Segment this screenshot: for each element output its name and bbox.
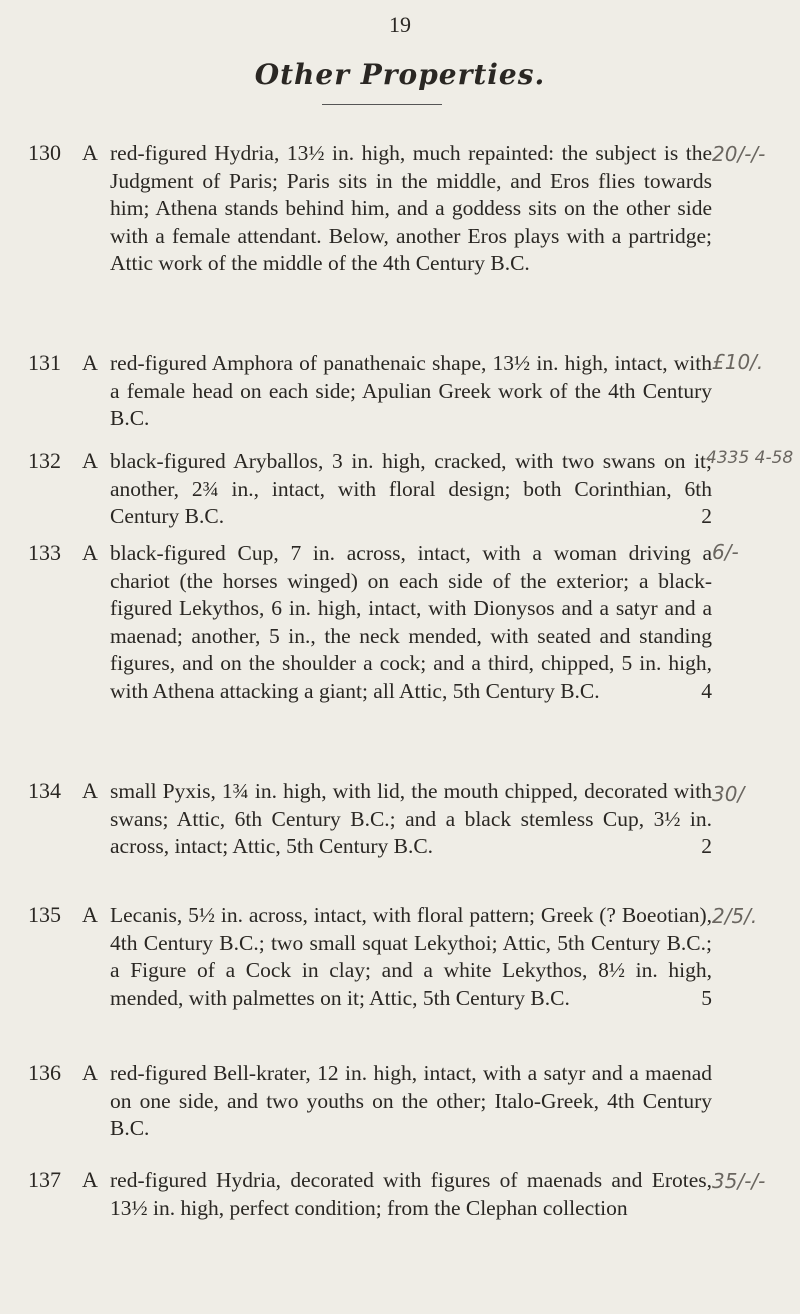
lot-description: red-figured Amphora of panathenaic shape, 13½ in. high, intact, with a female head on each side; Apulian Greek work of the 4th Century B.C. <box>110 351 712 431</box>
lot-quantity: 5 <box>701 985 712 1010</box>
handwritten-price: 2/5/. <box>712 904 758 928</box>
lot-description: red-figured Bell-krater, 12 in. high, intact, with a satyr and a maenad on one side, and two youths on the other; Italo-Greek, 4th Century B.C. <box>110 1061 712 1141</box>
lot-quantity: 2 <box>701 834 712 859</box>
section-title: Other Properties. <box>254 58 546 91</box>
lot-quantity: 4 <box>701 678 712 703</box>
lot-description: black-figured Cup, 7 in. across, intact, with a woman driving a chariot (the horses winged) on each side of the exterior; a black-figured Lekythos, 6 in. high, intact, with Dionysos and a satyr and a maenad; another, 5 in., the neck mended, with seated and standing figures, and on the shoulder a cock; and a third, chipped, 5 in. high, with Athena attacking a giant; all Attic, 5th Century B.C. 4 <box>110 540 712 706</box>
page-number: 19 <box>389 12 411 37</box>
lot-number: 130 <box>28 140 61 165</box>
lot-description: red-figured Hydria, 13½ in. high, much repainted: the subject is the Judgment of Paris; Paris sits in the middle, and Eros flies towards him; Athena stands behind him, and a goddess sits on the other side with a female attendant. Below, another Eros plays with a partridge; Attic work of the middle of the 4th Century B.C. <box>110 141 712 276</box>
handwritten-price: 35/-/- <box>712 1169 766 1193</box>
lot-number: 131 <box>28 350 61 375</box>
lot-article: A <box>82 140 98 165</box>
lot-article: A <box>82 1060 98 1085</box>
lot-article: A <box>82 778 98 803</box>
handwritten-price: 6/- <box>712 540 739 564</box>
lot-number: 132 <box>28 448 61 473</box>
lot-number: 136 <box>28 1060 61 1085</box>
handwritten-price: £10/. <box>712 350 764 374</box>
lot-article: A <box>82 902 98 927</box>
handwritten-price: 4335 4-58 <box>706 448 794 468</box>
lot-article: A <box>82 540 98 565</box>
lot-number: 135 <box>28 902 61 927</box>
lot-number: 134 <box>28 778 61 803</box>
handwritten-price: 20/-/- <box>712 142 766 166</box>
lot-number: 137 <box>28 1167 61 1192</box>
lot-article: A <box>82 448 98 473</box>
lot-number: 133 <box>28 540 61 565</box>
title-rule <box>322 104 442 105</box>
lot-description: Lecanis, 5½ in. across, intact, with floral pattern; Greek (? Boeotian), 4th Century B.C.; two small squat Lekythoi; Attic, 5th Century B.C.; a Figure of a Cock in clay; and a white Lekythos, 8½ in. high, mended, with palmettes on it; Attic, 5th Century B.C. 5 <box>110 902 712 1012</box>
lot-description: black-figured Aryballos, 3 in. high, cracked, with two swans on it; another, 2¾ in., intact, with floral design; both Corinthian, 6th Century B.C. 2 <box>110 448 712 531</box>
lot-description: small Pyxis, 1¾ in. high, with lid, the mouth chipped, decorated with swans; Attic, 6th Century B.C.; and a black stemless Cup, 3½ in. across, intact; Attic, 5th Century B.C. 2 <box>110 778 712 861</box>
handwritten-price: 30/ <box>712 782 745 806</box>
lot-description: red-figured Hydria, decorated with figures of maenads and Erotes, 13½ in. high, perfect condition; from the Clephan collection <box>110 1168 712 1220</box>
lot-article: A <box>82 1167 98 1192</box>
lot-quantity: 2 <box>701 504 712 529</box>
lot-article: A <box>82 350 98 375</box>
